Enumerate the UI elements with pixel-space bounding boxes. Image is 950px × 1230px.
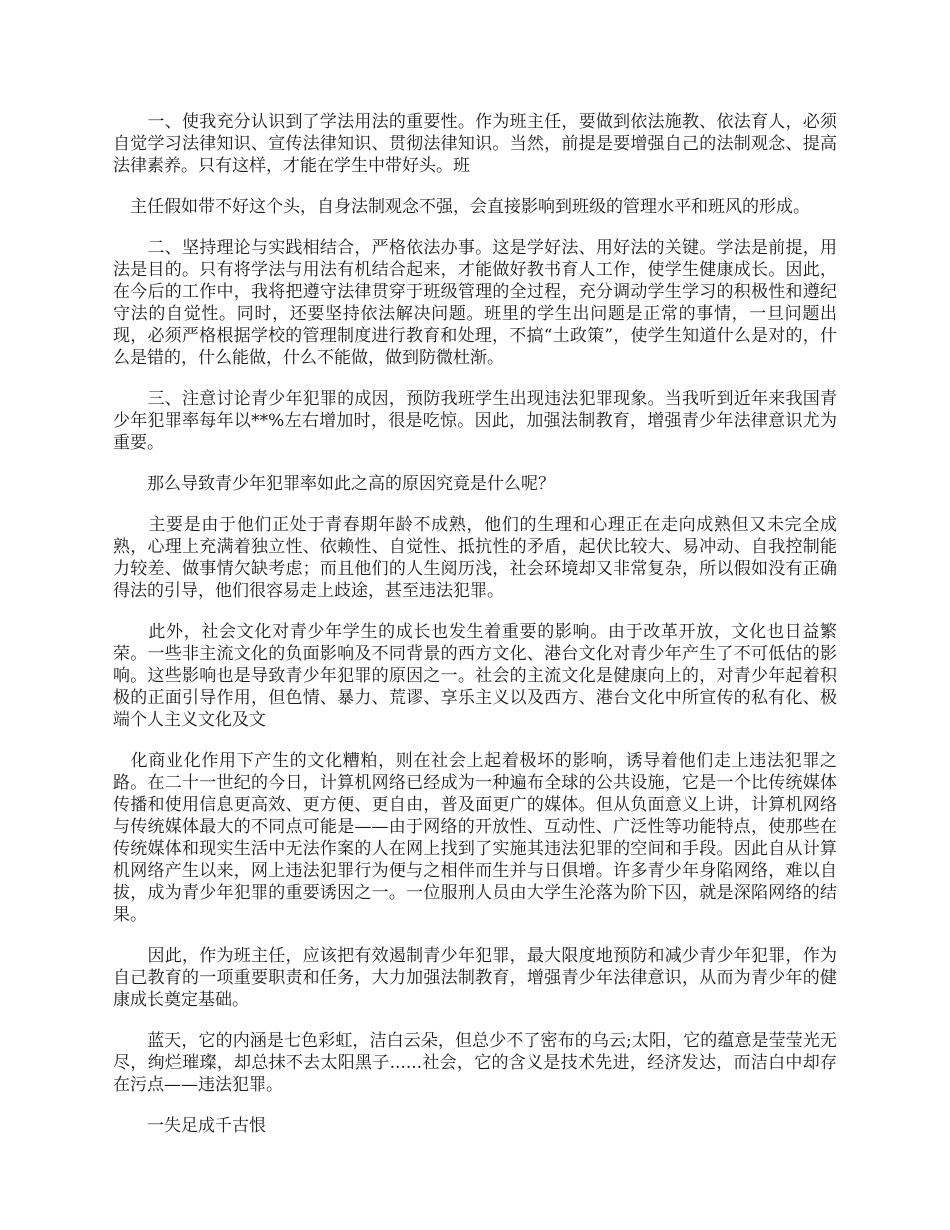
paragraph-8: 化商业化作用下产生的文化糟粕，则在社会上起着极坏的影响，诱导着他们走上违法犯罪之路。在二十一世纪的今日，计算机网络已经成为一种遍布全球的公共设施，它是一个比传统媒体传播和使用信息更高效、更方便、更自由，普及面更广的媒体。但从负面意义上讲，计算机网络与传统媒体最大的不同点可能是——由于网络的开放性、互动性、广泛性等功能特点，使那些在传统媒体和现实生活中无法作案的人在网上找到了实施其违法犯罪的空间和手段。因此自从计算机网络产生以来，网上违法犯罪行为便与之相伴而生并与日俱增。许多青少年身陷网络，难以自拔，成为青少年犯罪的重要诱因之一。一位服刑人员由大学生沦落为阶下囚，就是深陷网络的结果。 (113, 751, 837, 925)
paragraph-1: 一、使我充分认识到了学法用法的重要性。作为班主任，要做到依法施教、依法育人，必须自觉学习法律知识、宣传法律知识、贯彻法律知识。当然，前提是要增强自己的法制观念、提高法律素养。只有这样，才能在学生中带好头。班 (113, 112, 837, 176)
paragraph-11: 一失足成千古恨 (113, 1116, 266, 1136)
paragraph-9: 因此，作为班主任，应该把有效遏制青少年犯罪，最大限度地预防和减少青少年犯罪，作为自己教育的一项重要职责和任务，大力加强法制教育，增强青少年法律意识，从而为青少年的健康成长奠定基础。 (113, 946, 837, 1010)
paragraph-4: 三、注意讨论青少年犯罪的成因，预防我班学生出现违法犯罪现象。当我听到近年来我国青少年犯罪率每年以**%左右增加时，很是吃惊。因此，加强法制教育，增强青少年法律意识尤为重要。 (113, 389, 837, 453)
paragraph-10: 蓝天，它的内涵是七色彩虹，洁白云朵，但总少不了密布的乌云;太阳，它的蕴意是莹莹光无尽，绚烂璀璨，却总抹不去太阳黑子......社会，它的含义是技术先进，经济发达，而洁白中却存在污点——违法犯罪。 (113, 1031, 837, 1095)
paragraph-5: 那么导致青少年犯罪率如此之高的原因究竟是什么呢？ (113, 474, 555, 494)
paragraph-7: 此外，社会文化对青少年学生的成长也发生着重要的影响。由于改革开放，文化也日益繁荣。一些非主流文化的负面影响及不同背景的西方文化、港台文化对青少年产生了不可低估的影响。这些影响也是导致青少年犯罪的原因之一。社会的主流文化是健康向上的，对青少年起着积极的正面引导作用，但色情、暴力、荒谬、享乐主义以及西方、港台文化中所宣传的私有化、极端个人主义文化及文 (113, 622, 837, 730)
paragraph-6: 主要是由于他们正处于青春期年龄不成熟，他们的生理和心理正在走向成熟但又未完全成熟，心理上充满着独立性、依赖性、自觉性、抵抗性的矛盾，起伏比较大、易冲动、自我控制能力较差、做事情欠缺考虑；而且他们的人生阅历浅，社会环境却又非常复杂，所以假如没有正确得法的引导，他们很容易走上歧途，甚至违法犯罪。 (113, 515, 837, 601)
document-body (113, 111, 837, 1156)
paragraph-2: 主任假如带不好这个头，自身法制观念不强，会直接影响到班级的管理水平和班风的形成。 (113, 197, 810, 217)
paragraph-3: 二、坚持理论与实践相结合，严格依法办事。这是学好法、用好法的关键。学法是前提，用法是目的。只有将学法与用法有机结合起来，才能做好教书育人工作，使学生健康成长。因此，在今后的工作中，我将把遵守法律贯穿于班级管理的全过程，充分调动学生学习的积极性和遵纪守法的自觉性。同时，还要坚持依法解决问题。班里的学生出问题是正常的事情，一旦问题出现，必须严格根据学校的管理制度进行教育和处理，不搞“土政策”，使学生知道什么是对的，什么是错的，什么能做，什么不能做，做到防微杜渐。 (113, 238, 837, 368)
